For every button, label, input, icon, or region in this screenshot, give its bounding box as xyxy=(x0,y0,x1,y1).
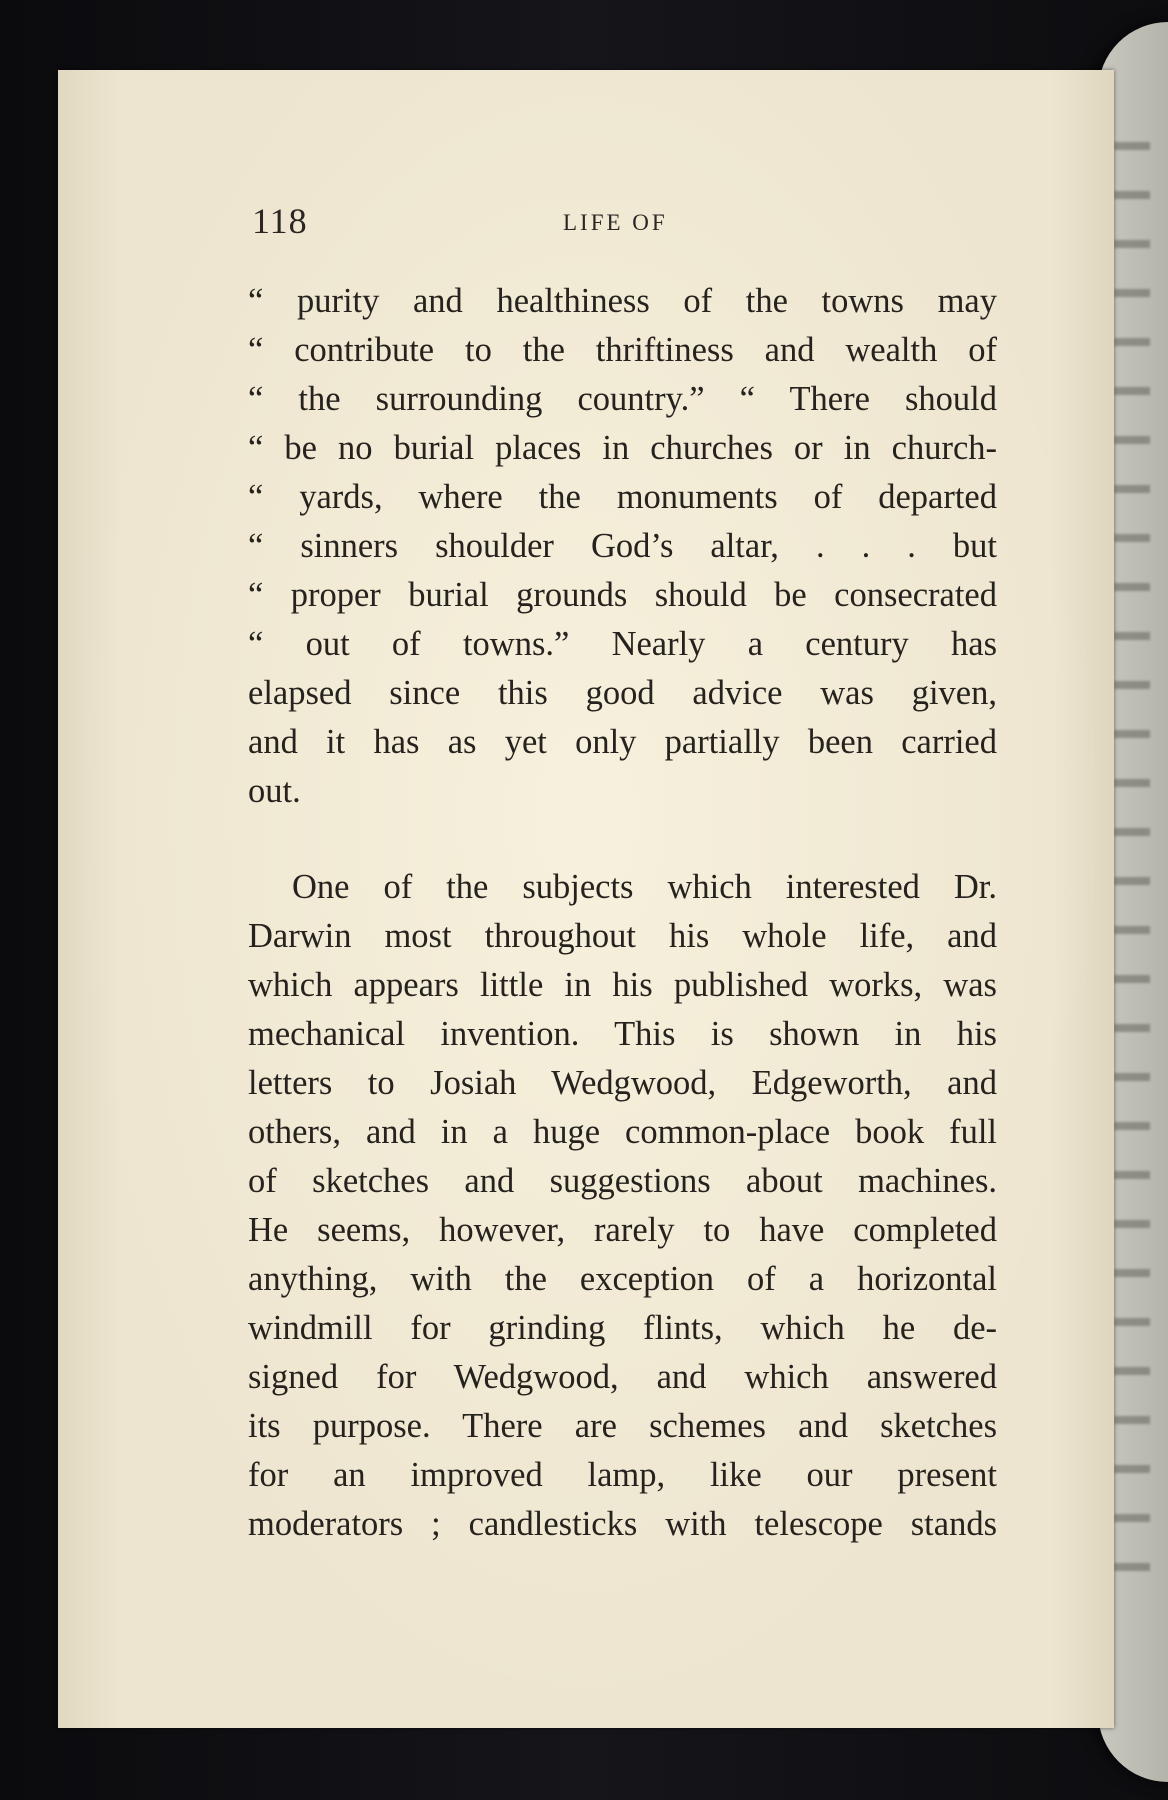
running-head-title: LIFE OF xyxy=(563,210,668,235)
text-line: for an improved lamp, like our present xyxy=(248,1456,997,1494)
text-line: “ the surrounding country.” “ There should xyxy=(248,380,997,418)
text-line: others, and in a huge common-place book full xyxy=(248,1113,997,1151)
text-line: letters to Josiah Wedgwood, Edgeworth, and xyxy=(248,1064,997,1102)
text-line: mechanical invention. This is shown in his xyxy=(248,1015,997,1053)
text-line: windmill for grinding flints, which he de- xyxy=(248,1309,997,1347)
text-line: He seems, however, rarely to have completed xyxy=(248,1211,997,1249)
running-header xyxy=(252,200,1012,248)
text-line: elapsed since this good advice was given, xyxy=(248,674,997,712)
text-line: of sketches and suggestions about machines. xyxy=(248,1162,997,1200)
text-line: “ be no burial places in churches or in church- xyxy=(248,429,997,467)
text-line: “ sinners shoulder God’s altar, . . . but xyxy=(248,527,997,565)
text-line: moderators ; candlesticks with telescope stands xyxy=(248,1505,997,1543)
text-line: “ proper burial grounds should be consecrated xyxy=(248,576,997,614)
text-line: “ out of towns.” Nearly a century has xyxy=(248,625,997,663)
text-line: signed for Wedgwood, and which answered xyxy=(248,1358,997,1396)
text-line: “ contribute to the thriftiness and wealth of xyxy=(248,331,997,369)
text-line: One of the subjects which interested Dr. xyxy=(292,868,997,906)
page-number: 118 xyxy=(252,201,308,241)
text-line: its purpose. There are schemes and sketches xyxy=(248,1407,997,1445)
text-line: Darwin most throughout his whole life, and xyxy=(248,917,997,955)
text-line: out. xyxy=(248,772,301,810)
quote-paragraph xyxy=(248,277,997,816)
text-line: which appears little in his published works, was xyxy=(248,966,997,1004)
text-line: “ purity and healthiness of the towns may xyxy=(248,282,997,320)
text-line: anything, with the exception of a horizontal xyxy=(248,1260,997,1298)
invention-paragraph xyxy=(248,863,997,1549)
text-line: “ yards, where the monuments of departed xyxy=(248,478,997,516)
text-line: and it has as yet only partially been carried xyxy=(248,723,997,761)
